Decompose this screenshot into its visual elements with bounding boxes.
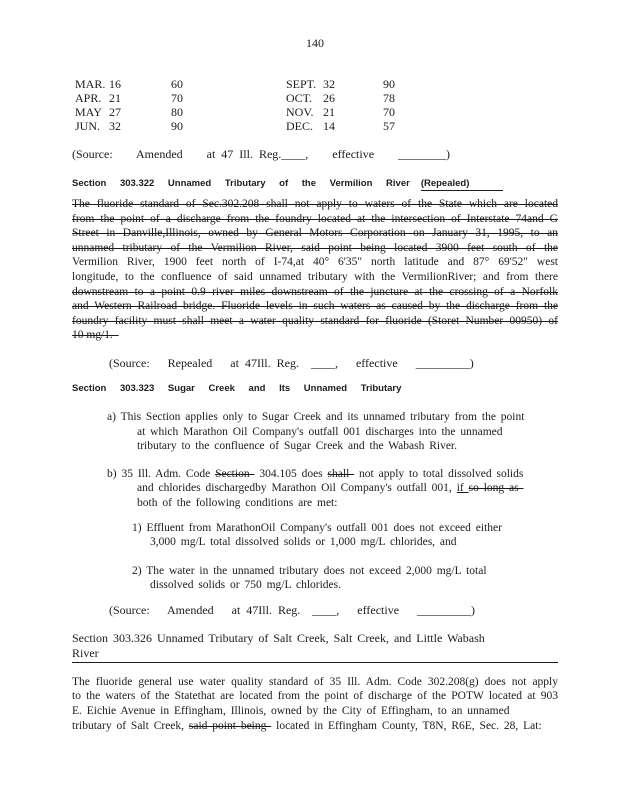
table-cell: 70 xyxy=(171,91,183,105)
text-line xyxy=(132,564,558,579)
table-cell: JUN. xyxy=(75,119,101,133)
source-note-top: (Source: Amended at 47 Ill. Reg.____, effective ________) xyxy=(72,147,451,161)
table-cell: 57 xyxy=(383,119,395,133)
text-line xyxy=(72,299,558,314)
section-322-paragraph xyxy=(72,197,558,343)
text-line xyxy=(72,328,558,343)
table-left-group xyxy=(75,77,183,133)
struck-text: downstream to a point 0.9 river miles downstream of the juncture at the crossing of a Norfolk xyxy=(72,285,558,298)
table-cell: OCT. xyxy=(286,91,313,105)
text-line xyxy=(150,578,558,593)
table-cell: 90 xyxy=(383,77,395,91)
table-cell: 26 xyxy=(323,91,335,105)
text-line xyxy=(132,521,558,536)
table-cell: 90 xyxy=(171,119,183,133)
text-run: and chlorides dischargedby Marathon Oil Company's outfall 001, xyxy=(137,482,457,495)
section-326-title: Section 303.326 Unnamed Tributary of Salt Creek, Salt Creek, and Little Wabash River xyxy=(72,631,558,663)
table-row xyxy=(286,91,395,105)
source-note-323: (Source: Amended at 47Ill. Reg. ____, effective _________) xyxy=(109,602,476,617)
repealed-label: (Repealed) xyxy=(421,178,504,191)
text-line xyxy=(137,481,558,496)
text-run: longitude, to the confluence of said unnamed tributary with the VermilionRiver; and from there xyxy=(72,270,558,283)
table-cell: 80 xyxy=(171,105,183,119)
text-line xyxy=(72,255,558,270)
text-run: b) 35 Ill. Adm. Code xyxy=(107,467,216,480)
inserted-text: if xyxy=(456,482,469,495)
text-line xyxy=(137,439,558,454)
text-line xyxy=(72,226,558,241)
text-line xyxy=(137,496,558,511)
text-line xyxy=(72,719,558,734)
section-323-title: Section 303.323 Sugar Creek and Its Unnamed Tributary xyxy=(72,382,402,394)
text-run: 3,000 mg/L total dissolved solids or 1,000 mg/L chlorides, and xyxy=(150,536,457,549)
section-322-title: Section 303.322 Unnamed Tributary of the Vermilion River xyxy=(72,178,410,189)
struck-text: unnamed tributary of the Vermilion River, said point being located 3900 feet south of the xyxy=(72,241,558,254)
text-run: Vermilion River, 1900 feet north of I-74,at 40° 6'35" north latitude and 87° 69'52" west xyxy=(72,256,558,269)
text-line xyxy=(72,241,558,256)
text-line xyxy=(72,689,558,704)
text-run: to the waters of the Statethat are located from the point of discharge of the POTW located at 903 xyxy=(72,690,558,703)
struck-text: from the point of a discharge from the foundry located at the intersection of Interstate 74and G xyxy=(72,212,558,225)
text-run: a) This Section applies only to Sugar Creek and its unnamed tributary from the point xyxy=(107,410,525,423)
table-cell: 27 xyxy=(109,105,121,119)
table-row xyxy=(75,105,183,119)
text-line xyxy=(150,535,558,550)
text-run: The fluoride general use water quality standard of 35 Ill. Adm. Code 302.208(g) does not apply xyxy=(72,675,558,688)
text-line xyxy=(72,285,558,300)
section-326-heading xyxy=(72,631,558,663)
text-run: 1) Effluent from MarathonOil Company's outfall 001 does not exceed either xyxy=(132,521,502,534)
text-line xyxy=(72,270,558,285)
item-a xyxy=(72,410,558,454)
monthly-values-table xyxy=(75,77,558,133)
text-line xyxy=(107,467,558,482)
text-line xyxy=(72,704,558,719)
text-run: 304.105 does xyxy=(254,467,328,480)
table-cell: 32 xyxy=(323,77,335,91)
text-line xyxy=(72,675,558,690)
text-line xyxy=(72,314,558,329)
section-322-heading xyxy=(72,178,558,190)
table-row xyxy=(75,91,183,105)
section-323-heading xyxy=(72,383,558,395)
text-run: both of the following conditions are met: xyxy=(137,496,338,509)
text-run: 2) The water in the unnamed tributary does not exceed 2,000 mg/L total xyxy=(132,564,487,577)
text-run: tributary of Salt Creek, xyxy=(72,719,189,732)
table-cell: 21 xyxy=(109,91,121,105)
table-row xyxy=(75,119,183,133)
table-cell: 16 xyxy=(109,77,121,91)
table-cell: MAY xyxy=(75,105,102,119)
subitem-2 xyxy=(72,564,558,593)
table-cell: 78 xyxy=(383,91,395,105)
subitem-1 xyxy=(72,521,558,550)
table-cell: 14 xyxy=(323,119,335,133)
table-cell: APR. xyxy=(75,91,102,105)
text-run: at which Marathon Oil Company's outfall 001 discharges into the unnamed xyxy=(137,425,503,438)
text-run: located in Effingham County, T8N, R6E, Sec. 28, Lat: xyxy=(271,719,542,732)
item-b xyxy=(72,467,558,511)
struck-text: Street in Danville,Illinois, owned by General Motors Corporation on January 31, 1995, to an xyxy=(72,227,558,240)
table-cell: SEPT. xyxy=(286,77,317,91)
struck-text: The fluoride standard of Sec.302.208 shall not apply to waters of the State which are located xyxy=(72,198,558,210)
source-note-322: (Source: Repealed at 47Ill. Reg. ____, effective _________) xyxy=(109,355,474,370)
text-run: E. Eichie Avenue in Effingham, Illinois, owned by the City of Effingham, to an unnamed xyxy=(72,705,510,718)
section-326-paragraph xyxy=(72,675,558,733)
table-row xyxy=(286,77,395,91)
table-row xyxy=(286,105,395,119)
text-line xyxy=(107,410,558,425)
page-number: 140 xyxy=(306,36,324,50)
text-run: tributary to the confluence of Sugar Creek and the Wabash River. xyxy=(137,440,458,453)
text-line xyxy=(72,197,558,212)
table-row xyxy=(286,119,395,133)
struck-text: shall xyxy=(327,467,355,480)
table-right-group xyxy=(286,77,395,133)
text-run: not apply to total dissolved solids xyxy=(354,467,524,480)
struck-text: and Western Railroad bridge. Fluoride levels in such waters as caused by the discharge from the xyxy=(72,300,558,313)
table-cell: 32 xyxy=(109,119,121,133)
table-cell: NOV. xyxy=(286,105,314,119)
struck-text: said point being xyxy=(188,719,272,732)
table-cell: 70 xyxy=(383,105,395,119)
struck-text: so long as xyxy=(468,482,524,495)
table-cell: 21 xyxy=(323,105,335,119)
table-row xyxy=(75,77,183,91)
table-cell: 60 xyxy=(171,77,183,91)
text-line xyxy=(72,212,558,227)
struck-text: Section xyxy=(215,467,255,480)
struck-text: 10 mg/1. xyxy=(72,329,119,342)
table-cell: MAR. xyxy=(75,77,106,91)
struck-text: foundry facility must shall meet a water quality standard for fluoride (Storet Number 00950) of xyxy=(72,314,558,327)
text-line xyxy=(137,425,558,440)
text-run: dissolved solids or 750 mg/L chlorides. xyxy=(150,579,342,592)
table-cell: DEC. xyxy=(286,119,313,133)
